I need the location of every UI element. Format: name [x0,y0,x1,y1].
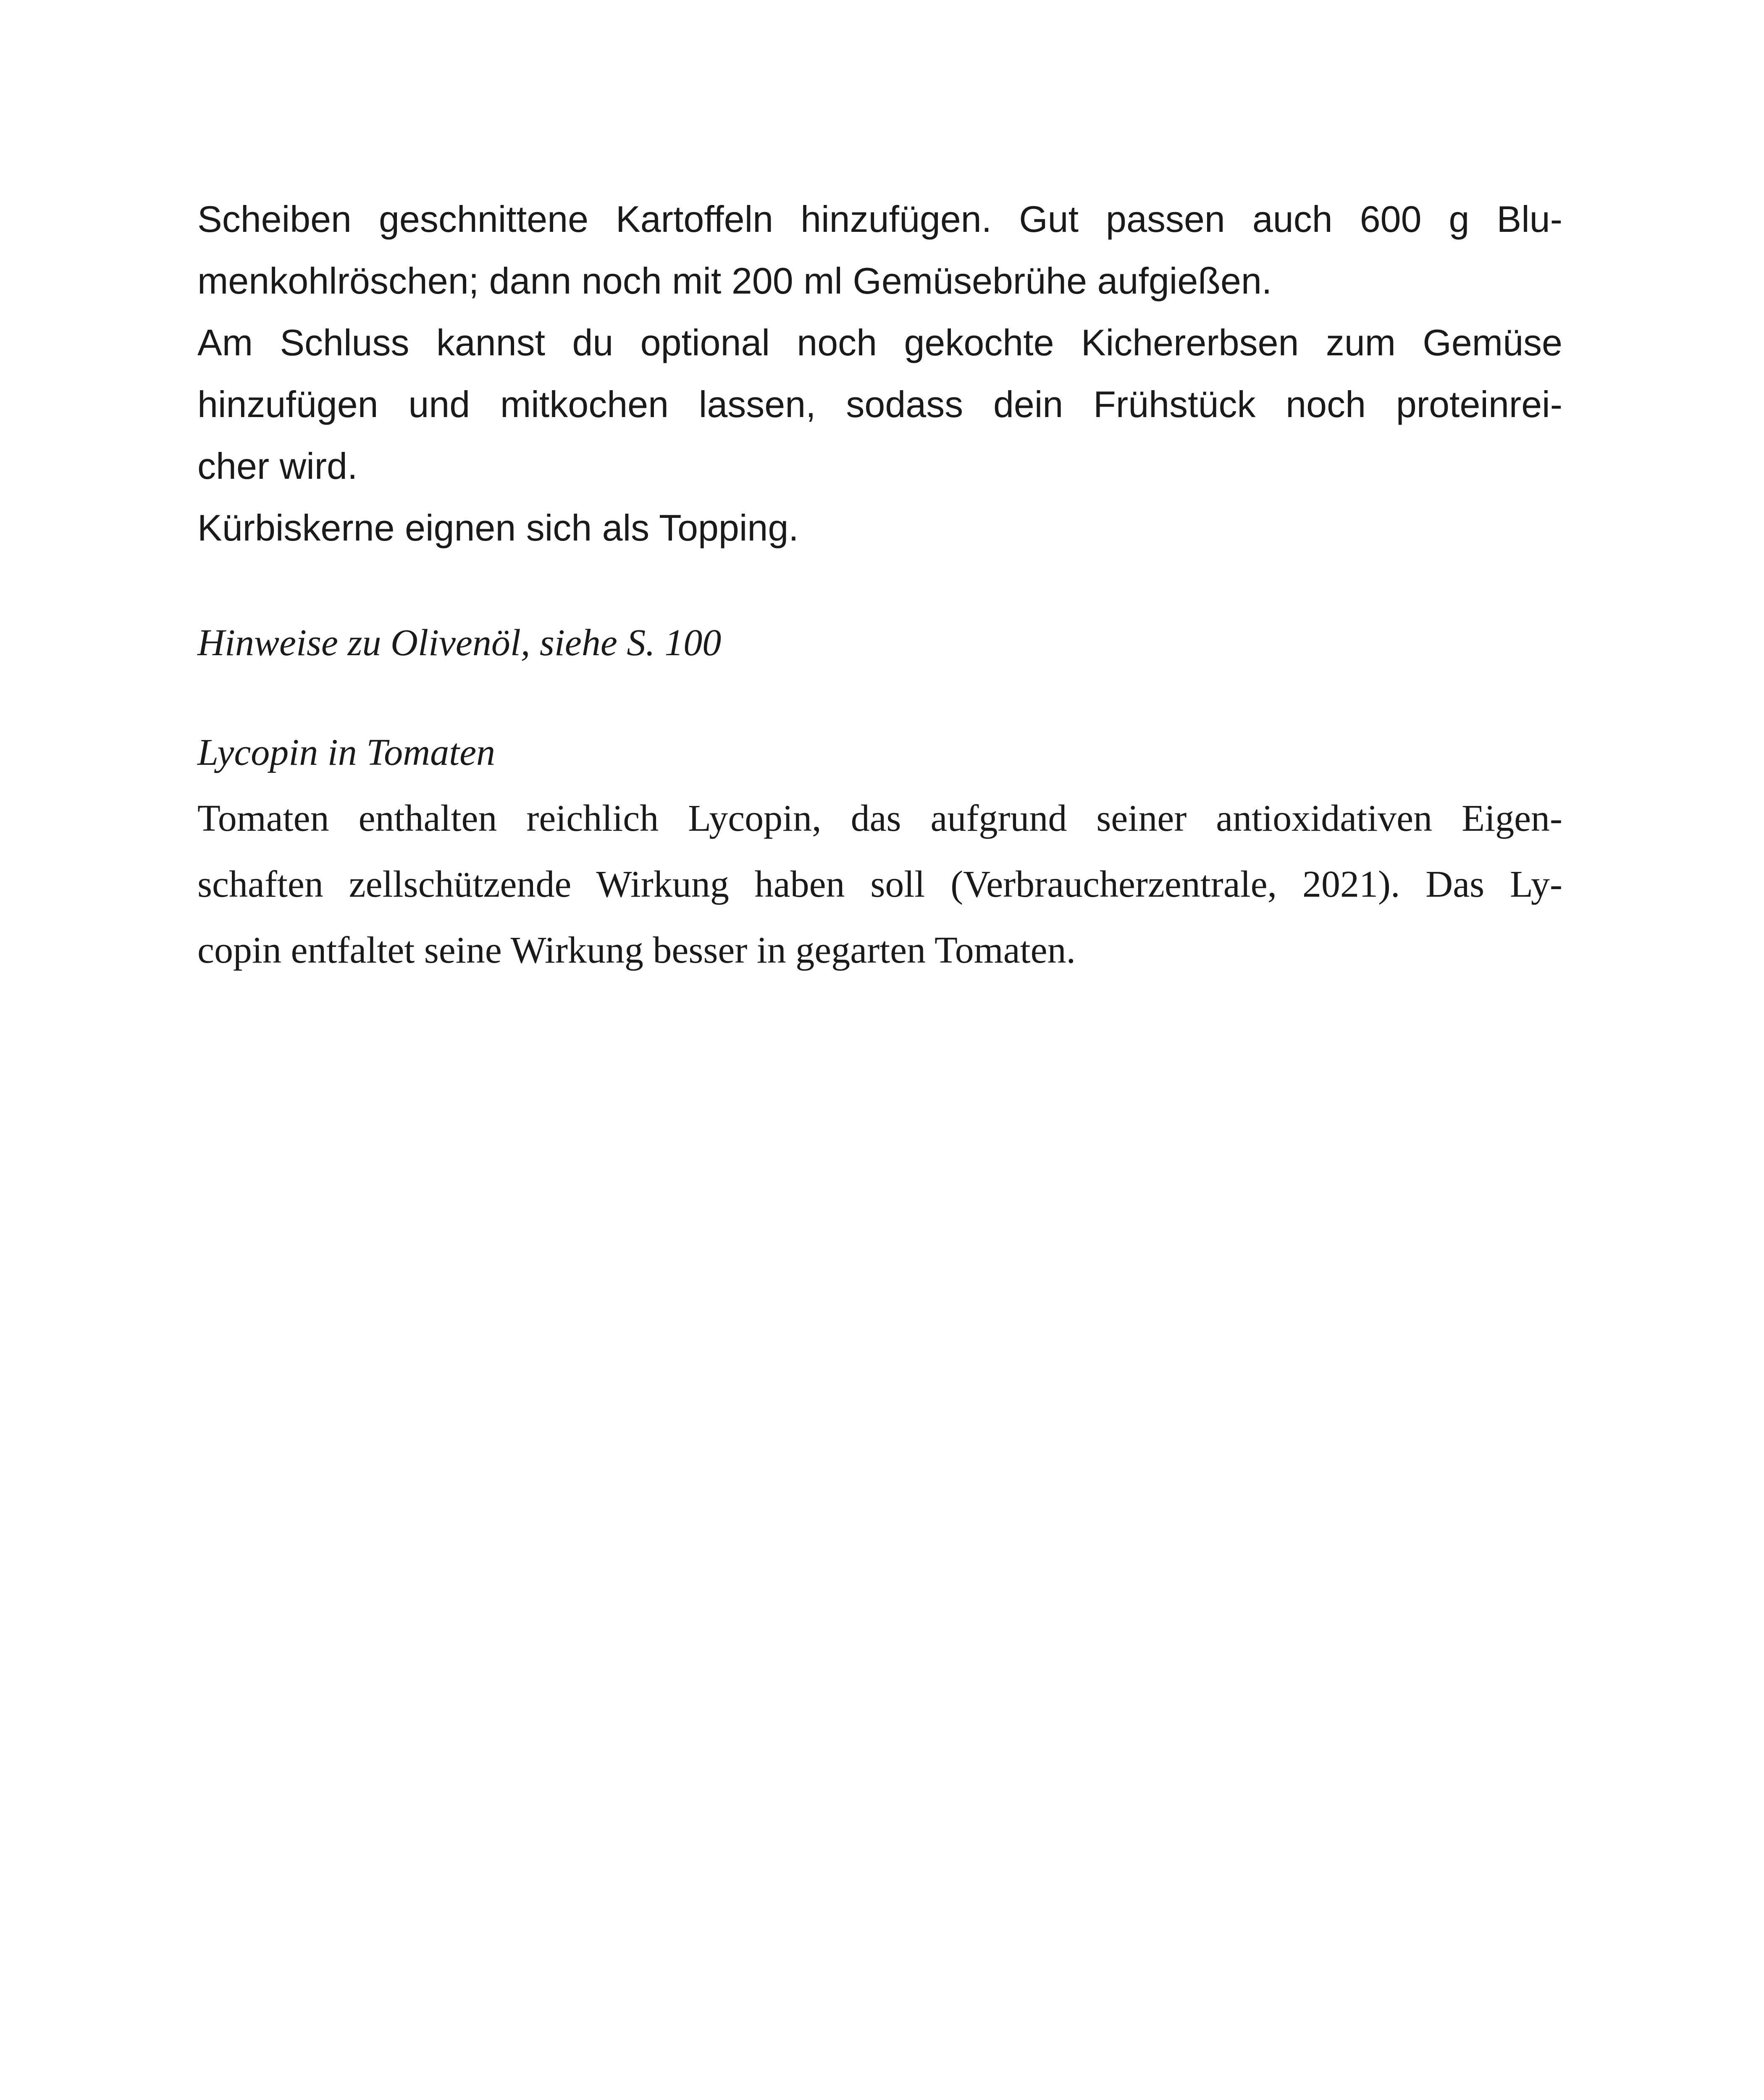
text-line: Kürbiskerne eignen sich als Topping. [197,507,799,549]
text-line: hinzufügen und mitkochen lassen, sodass dein Frühstück noch proteinrei- [197,383,1562,425]
text-line: Tomaten enthalten reichlich Lycopin, das aufgrund seiner antioxidativen Eigen- [197,798,1562,839]
text-line: copin entfaltet seine Wirkung besser in gegarten Tomaten. [197,929,1076,971]
olive-oil-note: Hinweise zu Olivenöl, siehe S. 100 [197,622,722,664]
text-line: Scheiben geschnittene Kartoffeln hinzufügen. Gut passen auch 600 g Blu- [197,198,1562,240]
lycopin-heading: Lycopin in Tomaten [197,732,496,773]
text-line: cher wird. [197,445,358,487]
text-line: schaften zellschützende Wirkung haben soll (Verbraucherzentrale, 2021). Das Ly- [197,864,1562,905]
text-line: Am Schluss kannst du optional noch gekochte Kichererbsen zum Gemüse [197,322,1562,363]
text-line: menkohlröschen; dann noch mit 200 ml Gemüsebrühe aufgießen. [197,260,1272,302]
recipe-paragraph [197,188,1562,559]
lycopin-paragraph [197,785,1562,983]
